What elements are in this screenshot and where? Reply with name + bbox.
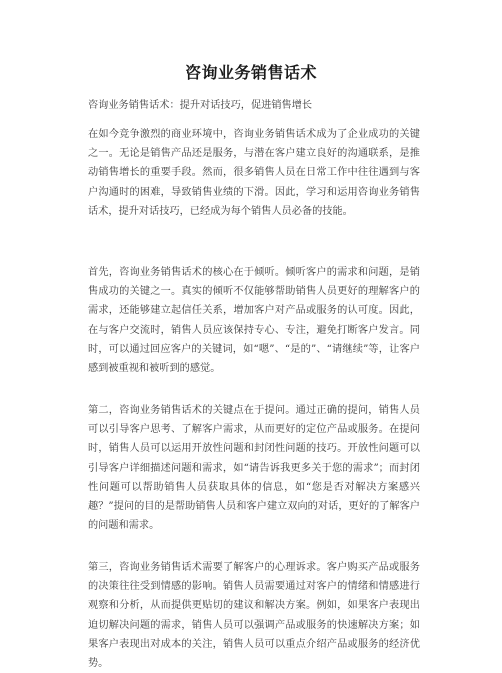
document-title: 咨询业务销售话术 <box>184 63 317 82</box>
paragraph-subtitle: 咨询业务销售话术：提升对话技巧，促进销售增长 <box>88 100 313 111</box>
paragraph-questioning: 第二，咨询业务销售话术的关键点在于提问。通过正确的提问，销售人员可以引导客户思考、了解客户需求，从而更好的定位产品或服务。在提问时，销售人员可以运用开放性问题和封闭性问题的技巧。开放性问题可以引导客户详细描述问题和需求，如“请告诉我更多关于您的需求”；而封闭性问题可以帮助销售人员获取具体的信息，如“您是否对解决方案感兴趣？”提问的目的是帮助销售人员和客户建立双向的对话，更好的了解客户的问题和需求。 <box>88 405 420 532</box>
paragraph-listening: 首先，咨询业务销售话术的核心在于倾听。倾听客户的需求和问题，是销售成功的关键之一。真实的倾听不仅能够帮助销售人员更好的理解客户的需求，还能够建立起信任关系，增加客户对产品或服务的认可度。因此，在与客户交流时，销售人员应该保持专心、专注，避免打断客户发言。同时，可以通过回应客户的关键词，如“嗯”、“是的”、“请继续”等，让客户感到被重视和被听到的感觉。 <box>88 267 420 375</box>
paragraph-psychology: 第三，咨询业务销售话术需要了解客户的心理诉求。客户购买产品或服务的决策往往受到情感的影响。销售人员需要通过对客户的情绪和情感进行观察和分析，从而提供更贴切的建议和解决方案。例如，如果客户表现出迫切解决问题的需求，销售人员可以强调产品或服务的快速解决方案；如果客户表现出对成本的关注，销售人员可以重点介绍产品或服务的经济优势。 <box>88 562 420 670</box>
paragraph-intro: 在如今竞争激烈的商业环境中，咨询业务销售话术成为了企业成功的关键之一。无论是销售产品还是服务，与潜在客户建立良好的沟通联系，是推动销售增长的重要手段。然而，很多销售人员在日常工作中往往遇到与客户沟通时的困难，导致销售业绩的下滑。因此，学习和运用咨询业务销售话术，提升对话技巧，已经成为每个销售人员必备的技能。 <box>88 129 420 217</box>
